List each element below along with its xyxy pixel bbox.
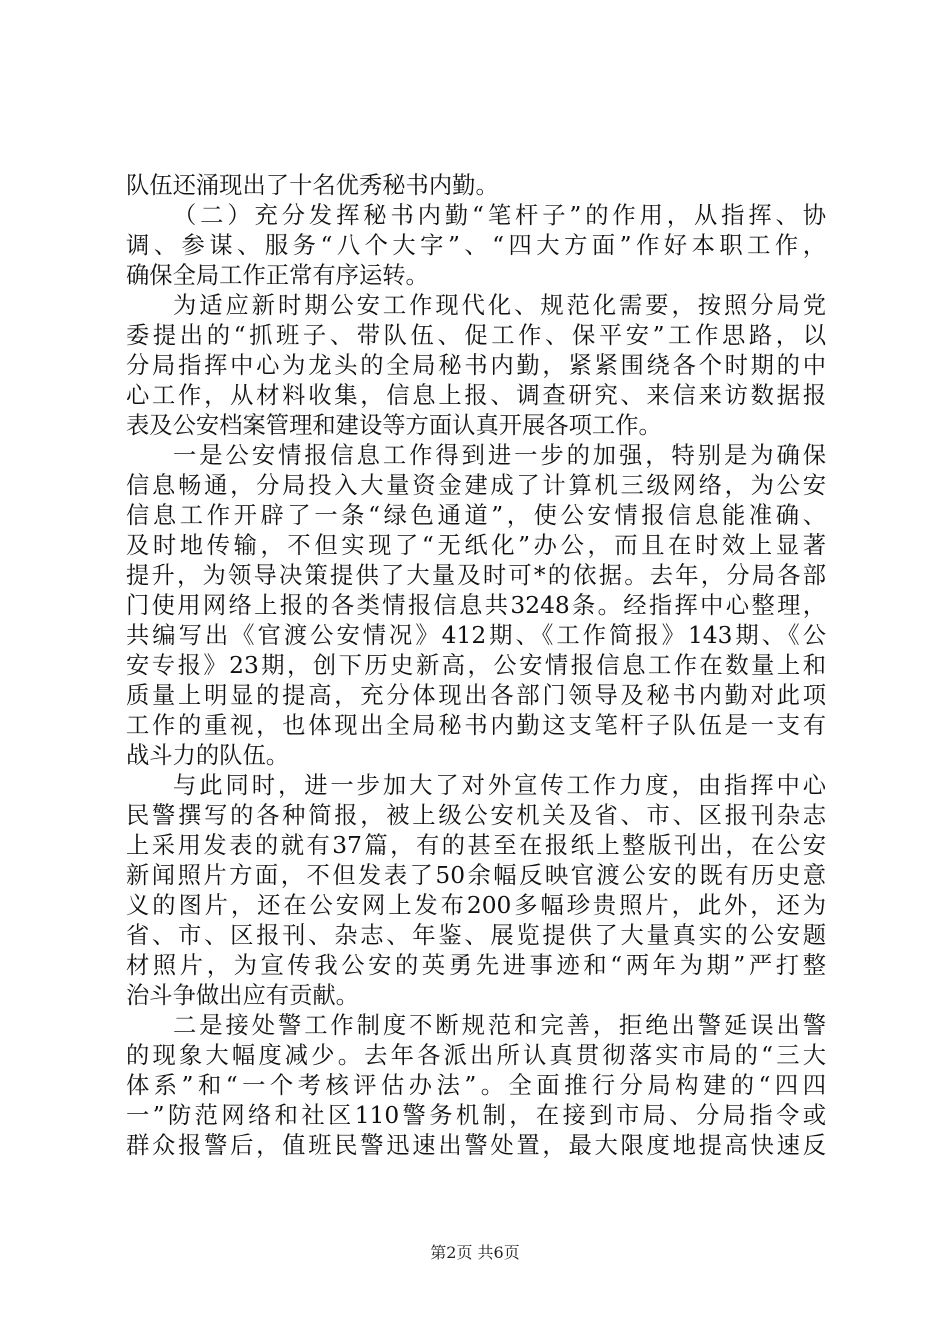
text-line: 及时地传输，不但实现了“无纸化”办公，而且在时效上显著 (126, 532, 826, 559)
paragraph (126, 171, 826, 201)
text-line: 群众报警后，值班民警迅速出警处置，最大限度地提高快速反 (126, 1132, 826, 1159)
text-line: 上采用发表的就有37篇，有的甚至在报纸上整版刊出，在公安 (126, 832, 826, 859)
page-footer: 第2页 共6页 (430, 1243, 520, 1262)
text-line: 委提出的“抓班子、带队伍、促工作、保平安”工作思路，以 (126, 322, 826, 349)
text-line: 材照片，为宣传我公安的英勇先进事迹和“两年为期”严打整 (126, 952, 826, 979)
text-line: 门使用网络上报的各类情报信息共3248条。经指挥中心整理， (126, 592, 826, 619)
paragraph (126, 441, 826, 771)
text-line: 调、参谋、服务“八个大字”、“四大方面”作好本职工作， (126, 232, 826, 259)
text-line: 提升，为领导决策提供了大量及时可*的依据。去年，分局各部 (126, 562, 826, 589)
text-line: 省、市、区报刊、杂志、年鉴、展览提供了大量真实的公安题 (126, 922, 826, 949)
text-line: 信息工作开辟了一条“绿色通道”，使公安情报信息能准确、 (126, 502, 826, 529)
text-line: 心工作，从材料收集，信息上报、调查研究、来信来访数据报 (126, 382, 826, 409)
text-line: 战斗力的队伍。 (126, 742, 290, 769)
text-line: 体系”和“一个考核评估办法”。全面推行分局构建的“四四 (126, 1072, 826, 1099)
text-line: 一是公安情报信息工作得到进一步的加强，特别是为确保 (173, 442, 826, 469)
text-line: 工作的重视，也体现出全局秘书内勤这支笔杆子队伍是一支有 (126, 712, 826, 739)
text-line: 与此同时，进一步加大了对外宣传工作力度，由指挥中心 (173, 772, 826, 799)
text-line: 分局指挥中心为龙头的全局秘书内勤，紧紧围绕各个时期的中 (126, 352, 826, 379)
text-line: 为适应新时期公安工作现代化、规范化需要，按照分局党 (173, 292, 826, 319)
text-line: 义的图片，还在公安网上发布200多幅珍贵照片，此外，还为 (126, 892, 826, 919)
text-line: 质量上明显的提高，充分体现出各部门领导及秘书内勤对此项 (126, 682, 826, 709)
paragraph (126, 1011, 826, 1161)
text-line: 民警撰写的各种简报，被上级公安机关及省、市、区报刊杂志 (126, 802, 826, 829)
text-line: 新闻照片方面，不但发表了50余幅反映官渡公安的既有历史意 (126, 862, 826, 889)
text-line: 确保全局工作正常有序运转。 (126, 262, 429, 289)
paragraph (126, 201, 826, 291)
document-body (126, 171, 826, 1161)
text-line: （二）充分发挥秘书内勤“笔杆子”的作用，从指挥、协 (173, 202, 826, 229)
text-line: 安专报》23期，创下历史新高，公安情报信息工作在数量上和 (126, 652, 826, 679)
text-line: 二是接处警工作制度不断规范和完善，拒绝出警延误出警 (173, 1012, 826, 1039)
text-line: 队伍还涌现出了十名优秀秘书内勤。 (126, 172, 499, 199)
paragraph (126, 771, 826, 1011)
text-line: 共编写出《官渡公安情况》412期、《工作简报》143期、《公 (126, 622, 826, 649)
text-line: 表及公安档案管理和建设等方面认真开展各项工作。 (126, 412, 662, 439)
text-line: 治斗争做出应有贡献。 (126, 982, 359, 1009)
text-line: 的现象大幅度减少。去年各派出所认真贯彻落实市局的“三大 (126, 1042, 826, 1069)
text-line: 信息畅通，分局投入大量资金建成了计算机三级网络，为公安 (126, 472, 826, 499)
text-line: 一”防范网络和社区110警务机制，在接到市局、分局指令或 (126, 1102, 826, 1129)
paragraph (126, 291, 826, 441)
